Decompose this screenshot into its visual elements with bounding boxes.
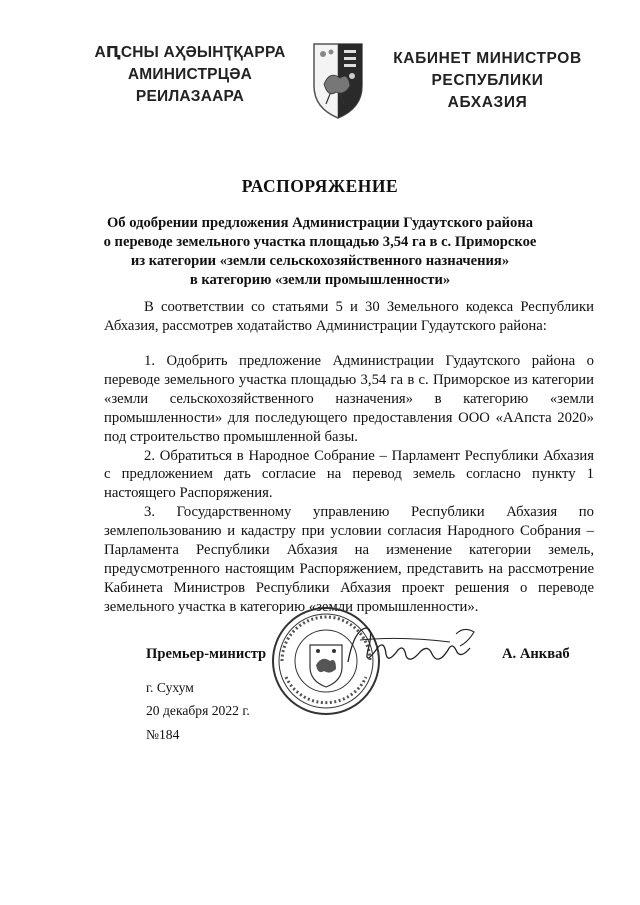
header-left-title [80, 42, 300, 108]
coat-of-arms-icon [310, 40, 366, 120]
header-right-line1: КАБИНЕТ МИНИСТРОВ [393, 50, 582, 67]
document-place: г. Сухум [146, 680, 194, 695]
order-items [104, 352, 594, 617]
header-left-line1: АԤСНЫ АҲӘЫНҬҚАРРА [94, 44, 286, 61]
intro-paragraph [104, 298, 594, 336]
order-item-1: 1. Одобрить предложение Администрации Гудаутского района о переводе земельного участка площадью 3,54 га в с. Приморское из категории «земли сельскохозяйственного назначения» в категорию «земли промышленности» для последующего предоставления ООО «ААпста 2020» под строительство промышленной базы. [104, 353, 594, 445]
document-title: РАСПОРЯЖЕНИЕ [241, 176, 399, 196]
order-item-2: 2. Обратиться в Народное Собрание – Парламент Республики Абхазия с предложением дать согласие на перевод земель согласно пункту 1 настоящего Распоряжения. [104, 447, 594, 502]
document-subject [80, 214, 560, 290]
intro-text: В соответствии со статьями 5 и 30 Земельного кодекса Республики Абхазия, рассмотрев ходатайство Администрации Гудаутского района: [104, 299, 594, 334]
header-right-line2: РЕСПУБЛИКИ АБХАЗИЯ [431, 72, 544, 111]
handwritten-signature [340, 620, 490, 680]
subject-line: о переводе земельного участка площадью 3,54 га в с. Приморское [103, 234, 537, 250]
signatory-position: Премьер-министр [146, 646, 267, 662]
document-number: №184 [146, 727, 180, 742]
signatory-name: А. Анкваб [502, 646, 570, 662]
subject-line: из категории «земли сельскохозяйственного назначения» [130, 253, 510, 269]
subject-line: в категорию «земли промышленности» [189, 272, 451, 288]
order-item-3: 3. Государственному управлению Республики Абхазия по землепользованию и кадастру при условии согласия Народного Собрания – Парламента Республики Абхазия на изменение категории земель, предусмотренного настоящим Распоряжением, представить на рассмотрение Кабинета Министров Республики Абхазия проект решения о переводе земельного участка в категорию «земли промышленности». [104, 504, 594, 615]
document-date: 20 декабря 2022 г. [146, 703, 250, 718]
header-left-line2: АМИНИСТРЦӘА РЕИЛАЗААРА [127, 66, 253, 105]
header-right-title [390, 48, 585, 114]
subject-line: Об одобрении предложения Администрации Гудаутского района [106, 215, 534, 231]
